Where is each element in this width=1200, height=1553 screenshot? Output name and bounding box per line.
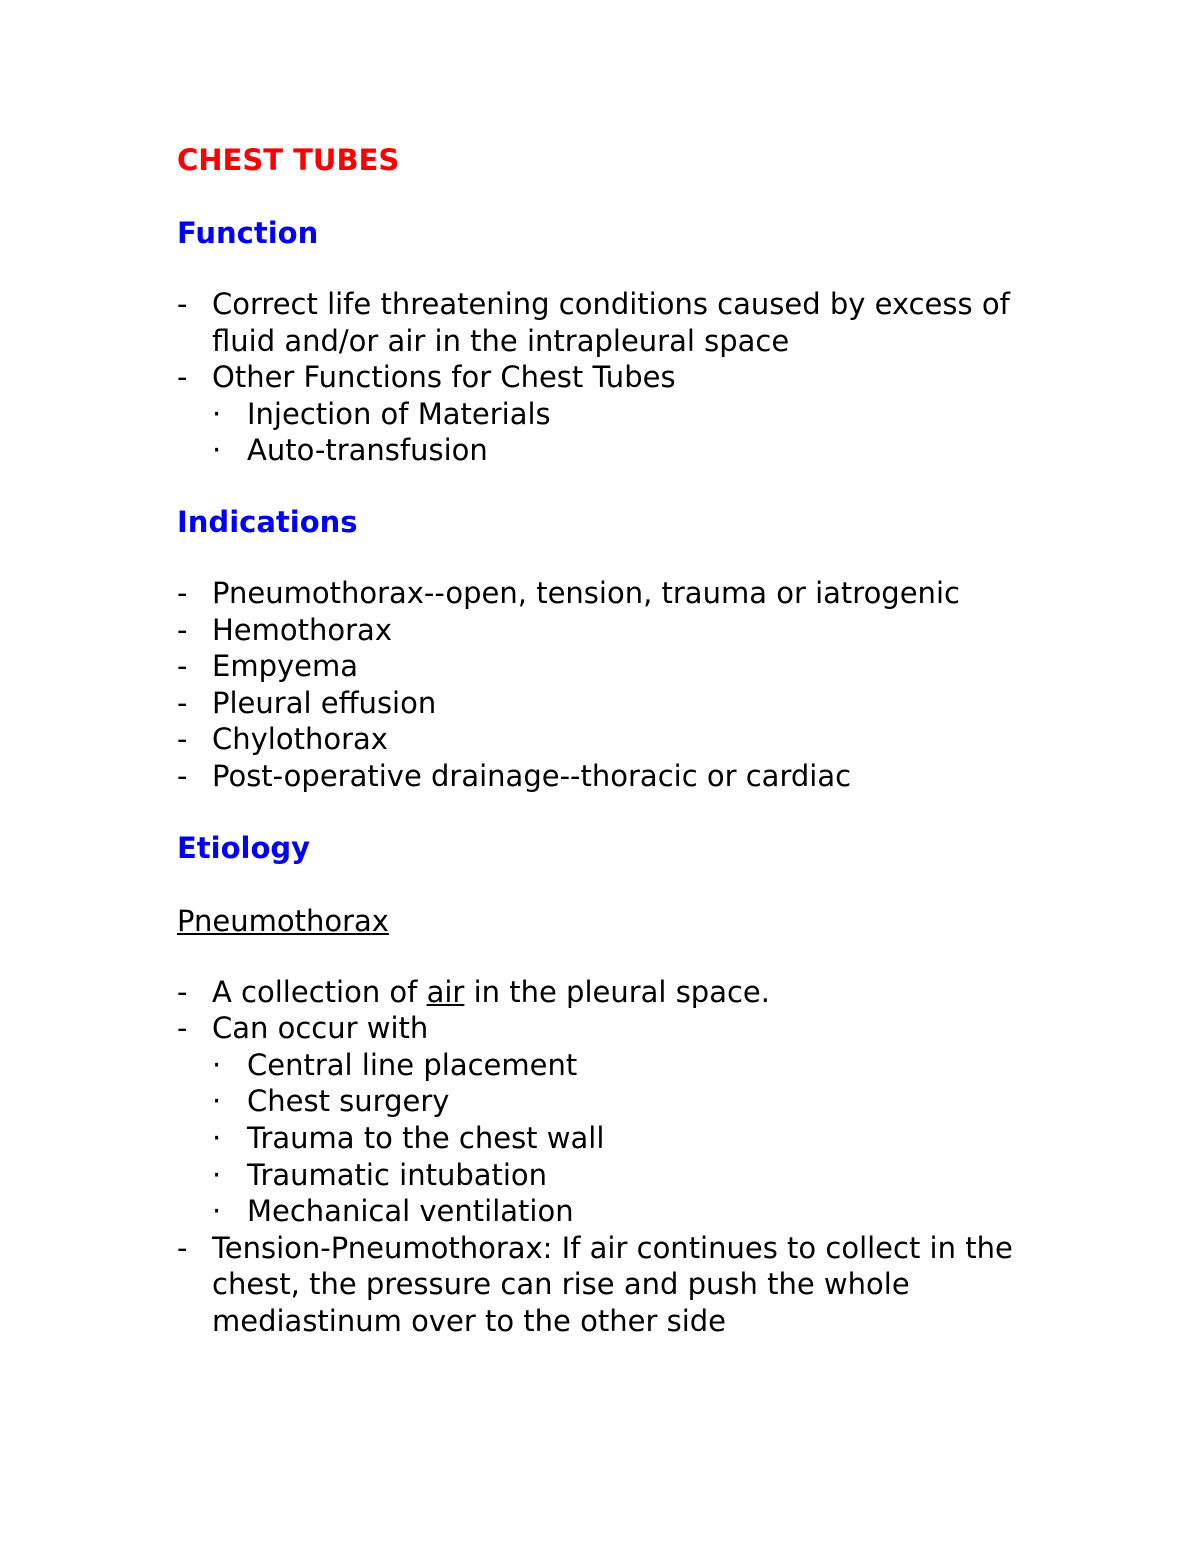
function-item-other [177, 359, 1057, 396]
function-item-correct [177, 286, 1057, 359]
etiology-sub-item-text: Mechanical ventilation [247, 1194, 574, 1229]
etiology-item-collection [177, 974, 1057, 1011]
bullet-marker: · [212, 396, 222, 431]
etiology-sub-item [177, 1193, 1057, 1230]
etiology-sub-item [177, 1120, 1057, 1157]
etiology-sub-item [177, 1083, 1057, 1120]
dash-marker: - [177, 575, 188, 610]
etiology-item-can-occur [177, 1010, 1057, 1047]
indications-item [177, 648, 1057, 685]
etiology-sub-item-text: Chest surgery [247, 1084, 450, 1119]
dash-marker: - [177, 360, 188, 395]
dash-marker: - [177, 685, 188, 720]
etiology-item-text-after: in the pleural space. [464, 974, 770, 1009]
function-item-text: Correct life threatening conditions caused by excess of fluid and/or air in the intrapleural space [212, 287, 1010, 358]
etiology-item-text: Can occur with [212, 1011, 429, 1046]
pneumothorax-subheading: Pneumothorax [177, 903, 389, 938]
bullet-marker: · [212, 1157, 222, 1192]
etiology-item-text: Tension-Pneumothorax: If air continues to collect in the chest, the pressure can rise and push the whole mediastinum over to the other side [212, 1230, 1013, 1338]
indications-item-text: Post-operative drainage--thoracic or cardiac [212, 758, 852, 793]
dash-marker: - [177, 974, 188, 1009]
function-sub-item-text: Auto-transfusion [247, 433, 488, 468]
document-page [177, 140, 1057, 1339]
etiology-sub-item [177, 1157, 1057, 1194]
indications-item-text: Hemothorax [212, 612, 392, 647]
dash-marker: - [177, 1011, 188, 1046]
etiology-item-text-before: A collection of [212, 974, 427, 1009]
etiology-sub-item-text: Traumatic intubation [247, 1157, 548, 1192]
etiology-sub-item-text: Trauma to the chest wall [247, 1120, 605, 1155]
function-heading: Function [177, 216, 319, 250]
indications-item [177, 575, 1057, 612]
indications-item [177, 612, 1057, 649]
indications-item-text: Empyema [212, 649, 359, 684]
etiology-sub-item [177, 1047, 1057, 1084]
dash-marker: - [177, 758, 188, 793]
indications-item [177, 721, 1057, 758]
function-sub-item [177, 396, 1057, 433]
function-sub-item [177, 432, 1057, 469]
indications-heading: Indications [177, 504, 358, 539]
indications-item-text: Pleural effusion [212, 685, 437, 720]
bullet-marker: · [212, 1084, 222, 1119]
document-title: CHEST TUBES [177, 143, 400, 177]
function-item-text: Other Functions for Chest Tubes [212, 360, 676, 395]
indications-item [177, 685, 1057, 722]
bullet-marker: · [212, 1194, 222, 1229]
indications-item-text: Chylothorax [212, 722, 388, 757]
dash-marker: - [177, 649, 188, 684]
bullet-marker: · [212, 1120, 222, 1155]
underlined-word: air [426, 974, 465, 1009]
etiology-item-tension [177, 1230, 1057, 1340]
etiology-heading: Etiology [177, 830, 311, 865]
dash-marker: - [177, 287, 188, 321]
dash-marker: - [177, 612, 188, 647]
dash-marker: - [177, 1230, 188, 1265]
indications-item-text: Pneumothorax--open, tension, trauma or iatrogenic [212, 575, 960, 610]
bullet-marker: · [212, 433, 222, 468]
function-sub-item-text: Injection of Materials [247, 396, 551, 431]
indications-item [177, 758, 1057, 795]
etiology-sub-item-text: Central line placement [247, 1047, 578, 1082]
dash-marker: - [177, 722, 188, 757]
bullet-marker: · [212, 1047, 222, 1082]
